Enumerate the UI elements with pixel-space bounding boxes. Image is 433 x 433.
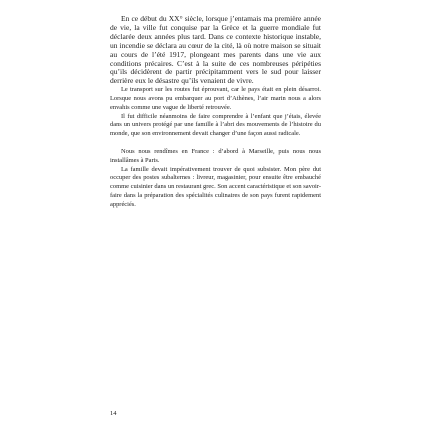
- paragraph-4: Nous nous rendîmes en France : d’abord à Marseille, puis nous nous installâmes à Paris.: [110, 147, 321, 164]
- paragraph-1: En ce début du XX° siècle, lorsque j’entamais ma première année de vie, la ville fut conquise par la Grèce et la guerre mondiale fut déclarée deux années plus tard. Dans ce contexte historique instable, un incendie se déclara au cœur de la cité, là où notre maison se situait au cours de l’été 1917, plongeant mes parents dans une vie aux conditions précaires. C’est à la suite de ces nombreuses péripéties qu’ils décidèrent de partir précipitamment vers le sud pour laisser derrière eux le désastre qu’ils venaient de vivre.: [110, 14, 321, 86]
- paragraph-2: Le transport sur les routes fut éprouvant, car le pays était en plein désarroi. Lorsque nous avons pu embarquer au port d’Athènes, l’air marin nous a alors envahis comme une vague de liberté retrouvée.: [110, 86, 321, 111]
- page-number: 14: [110, 410, 117, 417]
- paragraph-5: La famille devait impérativement trouver de quoi subsister. Mon père dut occuper des postes subalternes : livreur, magasinier, pour ensuite être embauché comme cuisinier dans un restaurant grec. Son accent caractéristique et son savoir-faire dans la préparation des spécialités culinaires de son pays furent rapidement appréciés.: [110, 165, 321, 208]
- text-column: [110, 15, 321, 209]
- section-break: [110, 139, 321, 148]
- paragraph-3: Il fut difficile néanmoins de faire comprendre à l’enfant que j’étais, élevée dans un univers protégé par une famille à l’abri des mouvements de l’histoire du monde, que son environnement devait changer d’une façon aussi radicale.: [110, 112, 321, 138]
